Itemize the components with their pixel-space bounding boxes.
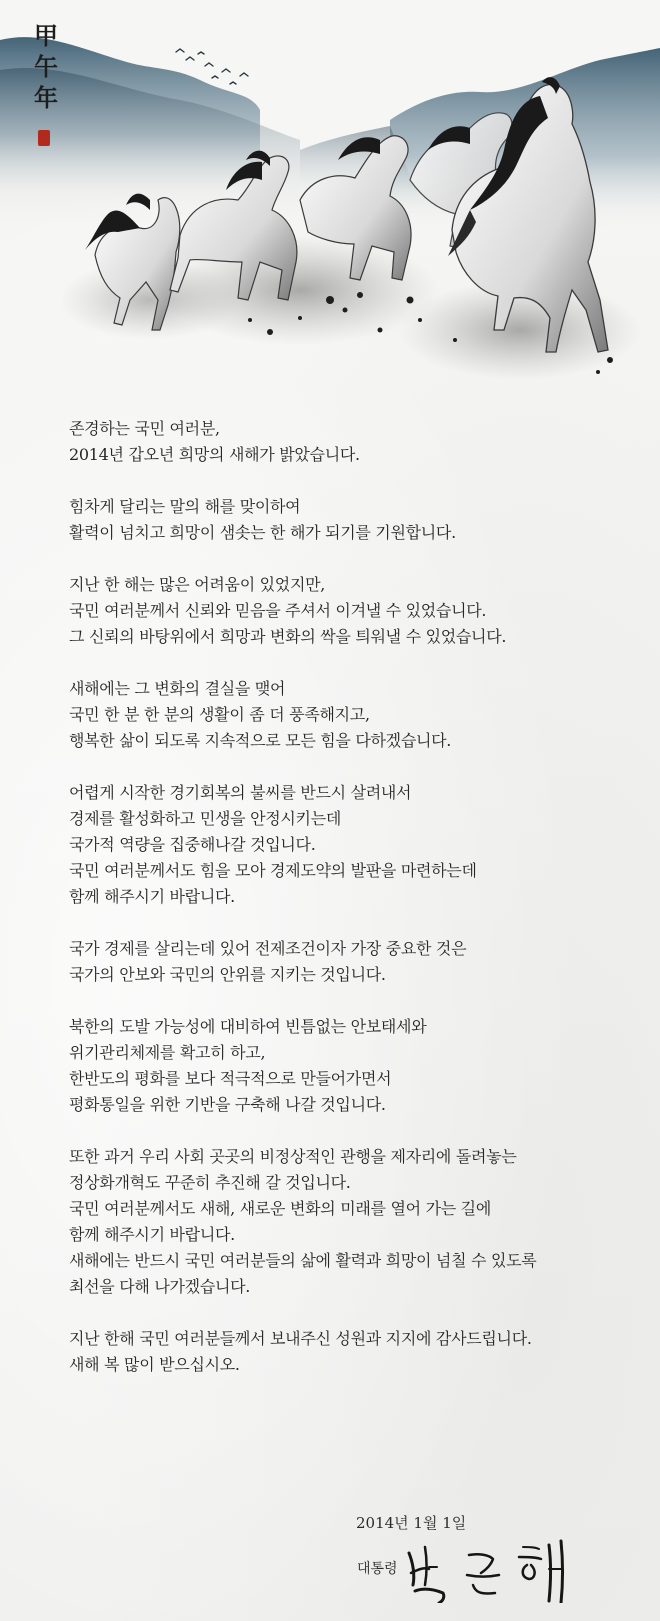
letter-line: 함께 해주시기 바랍니다. [69,1225,235,1244]
letter-line: 국민 한 분 한 분의 생활이 좀 더 풍족해지고, [69,705,370,724]
letter-line: 활력이 넘치고 희망이 샘솟는 한 해가 되기를 기원합니다. [69,523,456,542]
letter-line: 행복한 삶이 되도록 지속적으로 모든 힘을 다하겠습니다. [69,731,452,750]
letter-line: 새해에는 반드시 국민 여러분들의 삶에 활력과 희망이 넘칠 수 있도록 [69,1251,537,1270]
letter-line: 힘차게 달리는 말의 해를 맞이하여 [69,497,301,516]
letter-line: 새해 복 많이 받으십시오. [69,1355,240,1374]
letter-line: 그 신뢰의 바탕위에서 희망과 변화의 싹을 틔워낼 수 있었습니다. [69,627,507,646]
letter-line: 지난 한 해는 많은 어려움이 있었지만, [69,575,326,594]
letter-date: 2014년 1월 1일 [356,1514,467,1532]
letter-line: 최선을 다해 나가겠습니다. [69,1277,251,1296]
letter-paragraph [69,572,629,650]
letter-paragraph [69,416,629,468]
letter-line: 2014년 갑오년 희망의 새해가 밝았습니다. [69,445,360,464]
letter-line: 지난 한해 국민 여러분들께서 보내주신 성원과 지지에 감사드립니다. [69,1329,532,1348]
letter-line: 정상화개혁도 꾸준히 추진해 갈 것입니다. [69,1173,351,1192]
letter-line: 위기관리체제를 확고히 하고, [69,1043,266,1062]
letter-line: 함께 해주시기 바랍니다. [69,887,235,906]
letter-paragraph [69,676,629,754]
letter-line: 또한 과거 우리 사회 곳곳의 비정상적인 관행을 제자리에 돌려놓는 [69,1147,517,1166]
letter-line: 존경하는 국민 여러분, [69,419,220,438]
letter-line: 경제를 활성화하고 민생을 안정시키는데 [69,809,342,828]
letter-line: 새해에는 그 변화의 결실을 맺어 [69,679,286,698]
letter-paragraph [69,780,629,910]
ink-horse-painting [0,0,660,400]
signature-image [403,1533,573,1603]
letter-line: 국가적 역량을 집중해나갈 것입니다. [69,835,316,854]
letter-paragraph [69,1326,629,1378]
letter-line: 국민 여러분께서 신뢰와 믿음을 주셔서 이겨낼 수 있었습니다. [69,601,487,620]
letter-line: 국가의 안보와 국민의 안위를 지키는 것입니다. [69,965,386,984]
calligraphy-char: 甲 [34,21,58,50]
letter-line: 국민 여러분께서도 힘을 모아 경제도약의 발판을 마련하는데 [69,861,477,880]
letter-paragraph [69,1014,629,1118]
letter-body [69,416,629,1404]
red-seal-stamp-icon [38,130,50,146]
letter-paragraph [69,494,629,546]
letter-paragraph [69,936,629,988]
letter-paragraph [69,1144,629,1300]
letter-line: 국민 여러분께서도 새해, 새로운 변화의 미래를 열어 가는 길에 [69,1199,491,1218]
letter-line: 한반도의 평화를 보다 적극적으로 만들어가면서 [69,1069,392,1088]
letter-line: 어렵게 시작한 경기회복의 불씨를 반드시 살려내서 [69,783,412,802]
letter-line: 평화통일을 위한 기반을 구축해 나갈 것입니다. [69,1095,386,1114]
calligraphy-char: 午 [34,52,58,81]
calligraphy-char: 年 [34,83,58,112]
letter-line: 국가 경제를 살리는데 있어 전제조건이자 가장 중요한 것은 [69,939,467,958]
calligraphy-year-mark [33,20,59,113]
signer-title: 대통령 [357,1561,398,1577]
letter-line: 북한의 도발 가능성에 대비하여 빈틈없는 안보태세와 [69,1017,427,1036]
